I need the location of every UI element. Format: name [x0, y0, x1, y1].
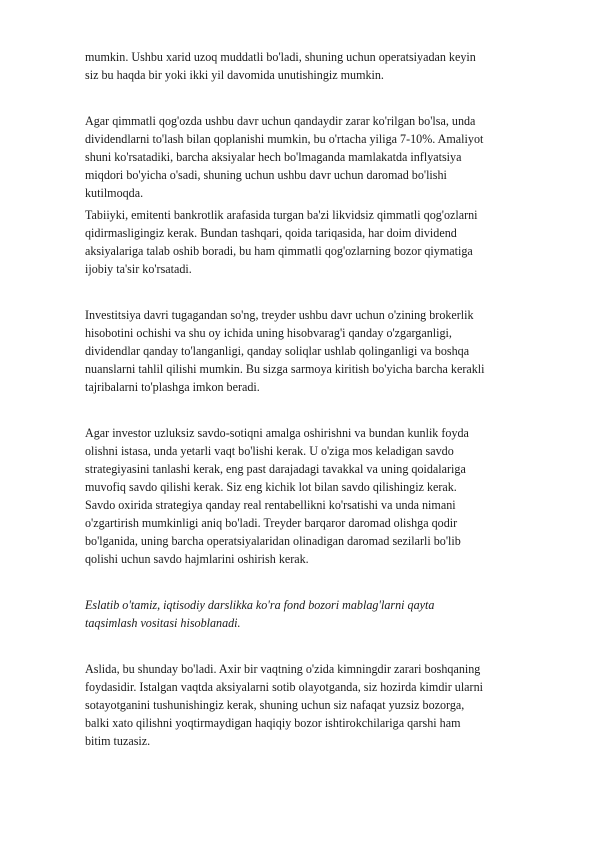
- text-line: Aslida, bu shunday bo'ladi. Axir bir vaqtning o'zida kimningdir zarari boshqaning: [85, 662, 481, 676]
- text-line: o'zgartirish mumkinligi aniq bo'ladi. Treyder barqaror daromad olishga qodir: [85, 516, 458, 530]
- text-line: olishni istasa, unda yetarli vaqt bo'lishi kerak. U o'ziga mos keladigan savdo: [85, 444, 454, 458]
- paragraph-1: [85, 48, 550, 84]
- text-line: dividendlar qanday to'langanligi, qanday soliqlar ushlab qolinganligi va boshqa: [85, 344, 470, 358]
- text-line: bo'lganida, uning barcha operatsiyalaridan olinadigan daromad sezilarli bo'lib: [85, 534, 461, 548]
- text-line: dividendlarni to'lash bilan qoplanishi mumkin, bu o'rtacha yiliga 7-10%. Amaliyot: [85, 132, 484, 146]
- paragraph-4: [85, 306, 550, 396]
- paragraph-5: [85, 424, 550, 568]
- text-line: mumkin. Ushbu xarid uzoq muddatli bo'ladi, shuning uchun operatsiyadan keyin: [85, 50, 476, 64]
- paragraph-7: [85, 660, 550, 750]
- text-line: foydasidir. Istalgan vaqtda aksiyalarni sotib olayotganda, siz hozirda kimdir ularni: [85, 680, 483, 694]
- text-line: Tabiiyki, emitenti bankrotlik arafasida turgan ba'zi likvidsiz qimmatli qog'ozlarni: [85, 208, 478, 222]
- text-line: Investitsiya davri tugagandan so'ng, treyder ushbu davr uchun o'zining brokerlik: [85, 308, 474, 322]
- text-line: tajribalarni to'plashga imkon beradi.: [85, 380, 260, 394]
- text-line: ijobiy ta'sir ko'rsatadi.: [85, 262, 192, 276]
- text-line: Eslatib o'tamiz, iqtisodiy darslikka ko'ra fond bozori mablag'larni qayta: [85, 598, 435, 612]
- text-line: Savdo oxirida strategiya qanday real rentabellikni ko'rsatishi va unda nimani: [85, 498, 456, 512]
- text-line: nuanslarni tahlil qilishi mumkin. Bu sizga sarmoya kiritish bo'yicha barcha kerakli: [85, 362, 485, 376]
- text-line: Agar investor uzluksiz savdo-sotiqni amalga oshirishni va bundan kunlik foyda: [85, 426, 469, 440]
- text-line: taqsimlash vositasi hisoblanadi.: [85, 616, 241, 630]
- paragraph-6-note: [85, 596, 550, 632]
- text-line: shuni ko'rsatadiki, barcha aksiyalar hech bo'lmaganda mamlakatda inflyatsiya: [85, 150, 462, 164]
- paragraph-2: [85, 112, 550, 202]
- text-line: strategiyasini tanlashi kerak, eng past darajadagi tavakkal va uning qoidalariga: [85, 462, 466, 476]
- text-line: qolishi uchun savdo hajmlarini oshirish kerak.: [85, 552, 309, 566]
- text-line: siz bu haqda bir yoki ikki yil davomida unutishingiz mumkin.: [85, 68, 384, 82]
- text-line: qidirmasligingiz kerak. Bundan tashqari, qoida tariqasida, har doim dividend: [85, 226, 457, 240]
- document-page: [85, 48, 550, 750]
- text-line: muvofiq savdo qilishi kerak. Siz eng kichik lot bilan savdo qilishingiz kerak.: [85, 480, 457, 494]
- text-line: kutilmoqda.: [85, 186, 144, 200]
- text-line: sotayotganini tushunishingiz kerak, shuning uchun siz nafaqat yuzsiz bozorga,: [85, 698, 465, 712]
- text-line: Agar qimmatli qog'ozda ushbu davr uchun qandaydir zarar ko'rilgan bo'lsa, unda: [85, 114, 476, 128]
- text-line: balki xato qilishni yoqtirmaydigan haqiqiy bozor ishtirokchilariga qarshi ham: [85, 716, 461, 730]
- text-line: miqdori bo'yicha o'sadi, shuning uchun ushbu davr uchun daromad bo'lishi: [85, 168, 447, 182]
- paragraph-3: [85, 206, 550, 278]
- text-line: aksiyalariga talab oshib boradi, bu ham qimmatli qog'ozlarning bozor qiymatiga: [85, 244, 473, 258]
- text-line: hisobotini ochishi va shu oy ichida uning hisobvarag'i qanday o'zgarganligi,: [85, 326, 452, 340]
- text-line: bitim tuzasiz.: [85, 734, 151, 748]
